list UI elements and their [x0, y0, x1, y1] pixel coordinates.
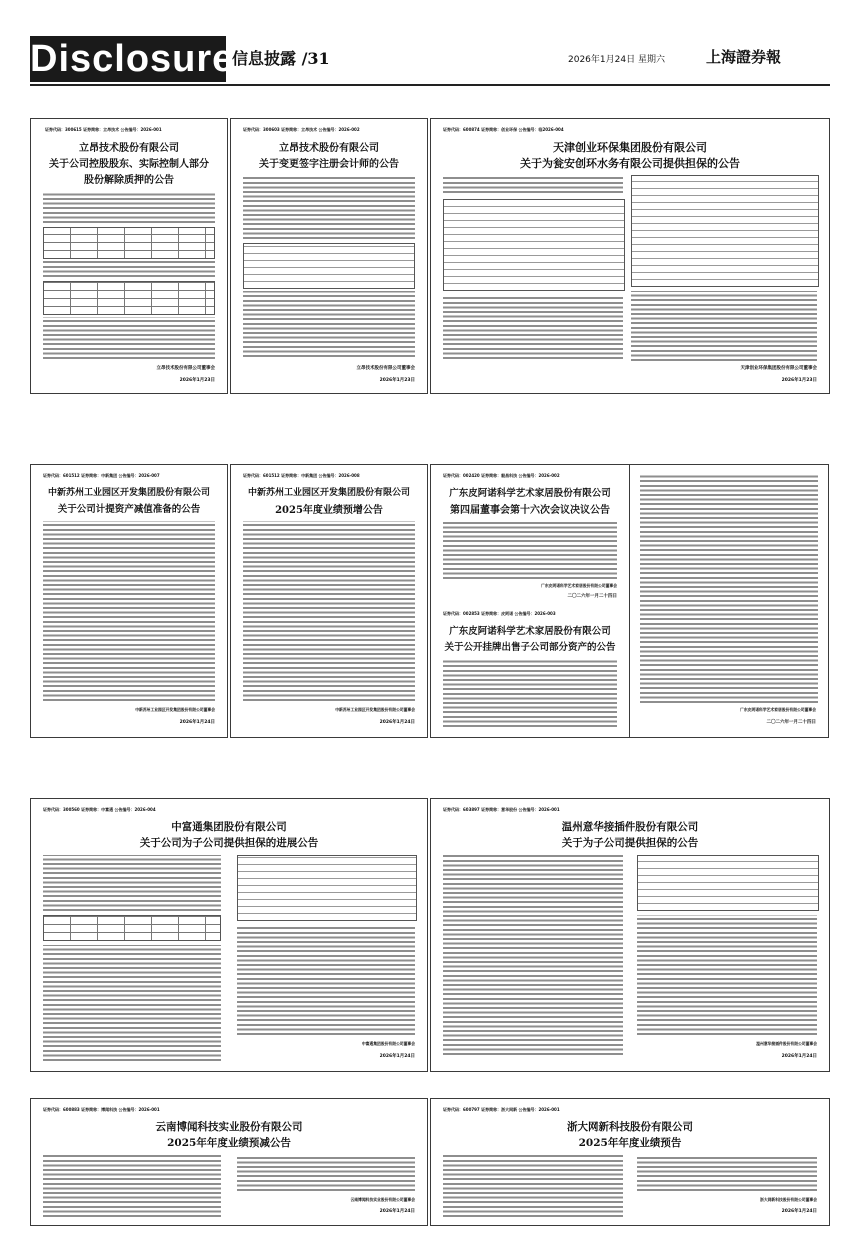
- notice-wenzhou-guarantee: [430, 798, 830, 1072]
- notice-title-line: 中新苏州工业园区开发集团股份有限公司: [247, 488, 410, 498]
- notice-liang-pledge: [30, 118, 228, 394]
- notice-body-text: [631, 291, 817, 361]
- notice-meta: 证券代码：600874 证券简称：创业环保 公告编号：临2026-004: [443, 127, 564, 132]
- auditor-table: [243, 243, 415, 289]
- notice-title-line: 云南博闻科技实业股份有限公司: [155, 1121, 303, 1133]
- notice-body-text: [443, 175, 623, 193]
- notice-title-line: 广东皮阿诺科学艺术家居股份有限公司: [449, 626, 611, 637]
- notice-date: 2026年1月24日: [179, 720, 215, 725]
- notice-body-text: [640, 475, 818, 703]
- notice-body-text: [43, 1155, 221, 1217]
- notice-body-text: [43, 945, 221, 1061]
- notice-title-line: 关于为瓮安创环水务有限公司提供担保的公告: [520, 157, 740, 170]
- notice-title-line: 关于公开挂牌出售子公司部分资产的公告: [444, 642, 616, 653]
- notice-body-text: [443, 521, 617, 579]
- notice-piano-assets-continued: [630, 464, 829, 738]
- notice-meta: 证券代码：601512 证券简称：中新集团 公告编号：2026-008: [243, 473, 360, 478]
- page-header: [0, 0, 857, 92]
- notice-title-line: 关于为子公司提供担保的公告: [561, 837, 699, 849]
- pledge-table: [43, 227, 215, 259]
- notice-zhongxin-forecast: [230, 464, 428, 738]
- notice-title-line: 第四届董事会第十六次会议决议公告: [450, 505, 610, 516]
- notice-title-line: 关于公司为子公司提供担保的进展公告: [139, 837, 319, 849]
- notice-title-line: 2025年度业绩预增公告: [275, 505, 383, 516]
- notice-liang-auditor: [230, 118, 428, 394]
- notice-body-text: [43, 317, 215, 359]
- notice-signer: 中新苏州工业园区开发集团股份有限公司董事会: [335, 707, 415, 712]
- notice-meta: 证券代码：603897 证券简称：意华股份 公告编号：2026-001: [443, 807, 560, 812]
- notice-body-text: [43, 193, 215, 223]
- notice-piano-board: [430, 464, 630, 738]
- notice-title-line: 立昂技术股份有限公司: [79, 143, 179, 154]
- newspaper-name: 上海證券報: [706, 48, 782, 66]
- notice-title-line: 关于公司控股股东、实际控制人部分: [49, 159, 209, 170]
- notice-body-text: [243, 521, 415, 701]
- notice-body-text: [443, 1155, 623, 1217]
- notice-title-line: 2025年年度业绩预减公告: [167, 1137, 291, 1149]
- notice-zhongfutong-guarantee: [30, 798, 428, 1072]
- notice-meta: 证券代码：600883 证券简称：博闻科技 公告编号：2026-001: [43, 1107, 160, 1112]
- notice-body-text: [237, 1155, 415, 1191]
- notice-signer: 浙大网新科技股份有限公司董事会: [760, 1197, 817, 1202]
- financial-table: [237, 855, 417, 921]
- notice-meta: 证券代码：300615 证券简称：立昂技术 公告编号：2026-001: [45, 127, 162, 132]
- notice-signer: 中新苏州工业园区开发集团股份有限公司董事会: [135, 707, 215, 712]
- notice-body-text: [43, 261, 215, 277]
- notice-body-text: [243, 175, 415, 239]
- notice-title-line: 广东皮阿诺科学艺术家居股份有限公司: [449, 488, 611, 499]
- notice-body-text: [237, 925, 415, 1035]
- notice-date: 2026年1月23日: [781, 378, 817, 383]
- notice-signer: 立昂技术股份有限公司董事会: [156, 366, 215, 371]
- subsidiary-financial-table: [637, 855, 819, 911]
- notice-meta: 证券代码：002853 证券简称：皮阿诺 公告编号：2026-003: [443, 611, 556, 616]
- notice-title-line: 浙大网新科技股份有限公司: [567, 1121, 693, 1133]
- notice-title-line: 关于变更签字注册会计师的公告: [259, 159, 399, 170]
- notice-body-text: [443, 855, 623, 1055]
- notice-body-text: [443, 659, 617, 727]
- notice-meta: 证券代码：601512 证券简称：中新集团 公告编号：2026-007: [43, 473, 160, 478]
- notice-date: 2026年1月24日: [379, 1209, 415, 1214]
- notice-meta: 证券代码：300603 证券简称：立昂技术 公告编号：2026-002: [243, 127, 360, 132]
- section-title: 信息披露 /31: [232, 49, 330, 68]
- notice-meta: 证券代码：300560 证券简称：中富通 公告编号：2026-004: [43, 807, 156, 812]
- notice-body-text: [443, 295, 623, 359]
- notice-date: 2026年1月23日: [179, 378, 215, 383]
- notice-signer: 广东皮阿诺科学艺术家居股份有限公司董事会: [740, 707, 816, 712]
- notice-title-line: 2025年年度业绩预告: [578, 1137, 682, 1149]
- company-info-table: [631, 175, 819, 287]
- notice-title-line: 关于公司计提资产减值准备的公告: [57, 504, 201, 515]
- notice-title-line: 股份解除质押的公告: [84, 175, 174, 186]
- shareholding-table: [43, 281, 215, 315]
- notice-date: 2026年1月24日: [379, 720, 415, 725]
- notice-tianjin-guarantee: [430, 118, 830, 394]
- notice-signer: 立昂技术股份有限公司董事会: [356, 366, 415, 371]
- notice-body-text: [637, 915, 817, 1035]
- notice-signer: 云南博闻科技实业股份有限公司董事会: [350, 1197, 415, 1202]
- notice-date: 2026年1月24日: [379, 1054, 415, 1059]
- notice-title-line: 中新苏州工业园区开发集团股份有限公司: [47, 488, 210, 498]
- notice-title-line: 温州意华接插件股份有限公司: [561, 821, 699, 833]
- disclosure-logo: Disclosure: [30, 38, 235, 80]
- notice-signer: 温州意华接插件股份有限公司董事会: [756, 1041, 817, 1046]
- notice-date: 二〇二六年一月二十四日: [766, 720, 816, 725]
- notice-date: 二〇二六年一月二十四日: [567, 594, 617, 599]
- header-rule: [30, 84, 830, 86]
- notice-signer: 中富通集团股份有限公司董事会: [361, 1041, 415, 1046]
- guarantee-progress-table: [43, 915, 221, 941]
- notice-zhongxin-impairment: [30, 464, 228, 738]
- notice-meta: 证券代码：600797 证券简称：浙大网新 公告编号：2026-001: [443, 1107, 560, 1112]
- notice-title-line: 立昂技术股份有限公司: [279, 143, 379, 154]
- notice-title-line: 中富通集团股份有限公司: [171, 821, 287, 833]
- issue-date: 2026年1月24日 星期六: [568, 55, 665, 65]
- notice-signer: 天津创业环保集团股份有限公司董事会: [740, 366, 817, 371]
- notice-date: 2026年1月23日: [379, 378, 415, 383]
- notice-body-text: [637, 1155, 817, 1191]
- notice-zheda-forecast: [430, 1098, 830, 1226]
- guarantee-table: [443, 199, 625, 291]
- notice-meta: 证券代码：002420 证券简称：毅昌科技 公告编号：2026-002: [443, 473, 560, 478]
- notice-date: 2026年1月24日: [781, 1054, 817, 1059]
- notice-date: 2026年1月24日: [781, 1209, 817, 1214]
- notice-body-text: [243, 291, 415, 357]
- notice-body-text: [43, 855, 221, 911]
- notice-body-text: [43, 521, 215, 701]
- notice-signer: 广东皮阿诺科学艺术家居股份有限公司董事会: [541, 583, 617, 588]
- notice-title-line: 天津创业环保集团股份有限公司: [553, 141, 707, 154]
- notice-yunnan-forecast: [30, 1098, 428, 1226]
